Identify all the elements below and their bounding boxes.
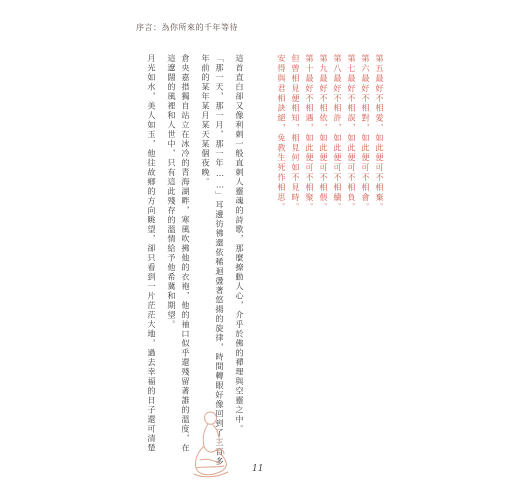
body-paragraph-column: 這首直白卻又像利刺一般直刺人靈魂的詩歌，那麼撩動人心，介乎於佛的禪理與空靈之中。: [235, 54, 245, 434]
body-paragraph-column: 這遼闊的風裡和人世中，只有這此殘存的溫情給予他希冀和期望。: [167, 54, 177, 330]
body-paragraph-column: 月光如水，美人如玉，他往故鄉的方向眺望，卻只看到一片茫茫大地，過去幸福的日子還可清楚: [147, 54, 157, 453]
body-paragraph-column: 倉央嘉措獨自站立在冰冷的青海湖畔，寒風吹拂他的衣袍，他的袖口似乎還殘留著誰的溫度，在: [181, 54, 191, 453]
poem-line: 第六最好不相對，如此便可不相會。: [361, 54, 371, 213]
poem-line: 第九最好不相依，如此便可不相偎。: [319, 54, 329, 213]
poem-line: 第八最好不相許，如此便可不相續。: [333, 54, 343, 213]
chapter-title: 序言：為你所來的千年等待: [136, 23, 238, 32]
chapter-header: [136, 22, 238, 33]
seated-figure-ornament-icon: [186, 408, 234, 480]
body-paragraph-column: 年前的某年某月某天某個夜晚。: [201, 54, 211, 187]
poem-line: 但曾相見便相知，相見何如不見時。: [291, 54, 301, 213]
body-paragraph-column: 「那一天，那一月，那一年……」耳邊彷彿還依稀迴盪著悠揚的旋律，時間轉眼好像回到了三百多: [215, 54, 225, 467]
poem-line: 第十最好不相遇，如此便可不相聚。: [305, 54, 315, 213]
poem-line: 安得與君相訣絕，免教生死作相思。: [277, 54, 287, 213]
page-number: 11: [252, 464, 264, 474]
poem-line: 第七最好不相誤，如此便可不相負。: [347, 54, 357, 213]
poem-line: 第五最好不相愛，如此便可不相棄。: [375, 54, 385, 213]
